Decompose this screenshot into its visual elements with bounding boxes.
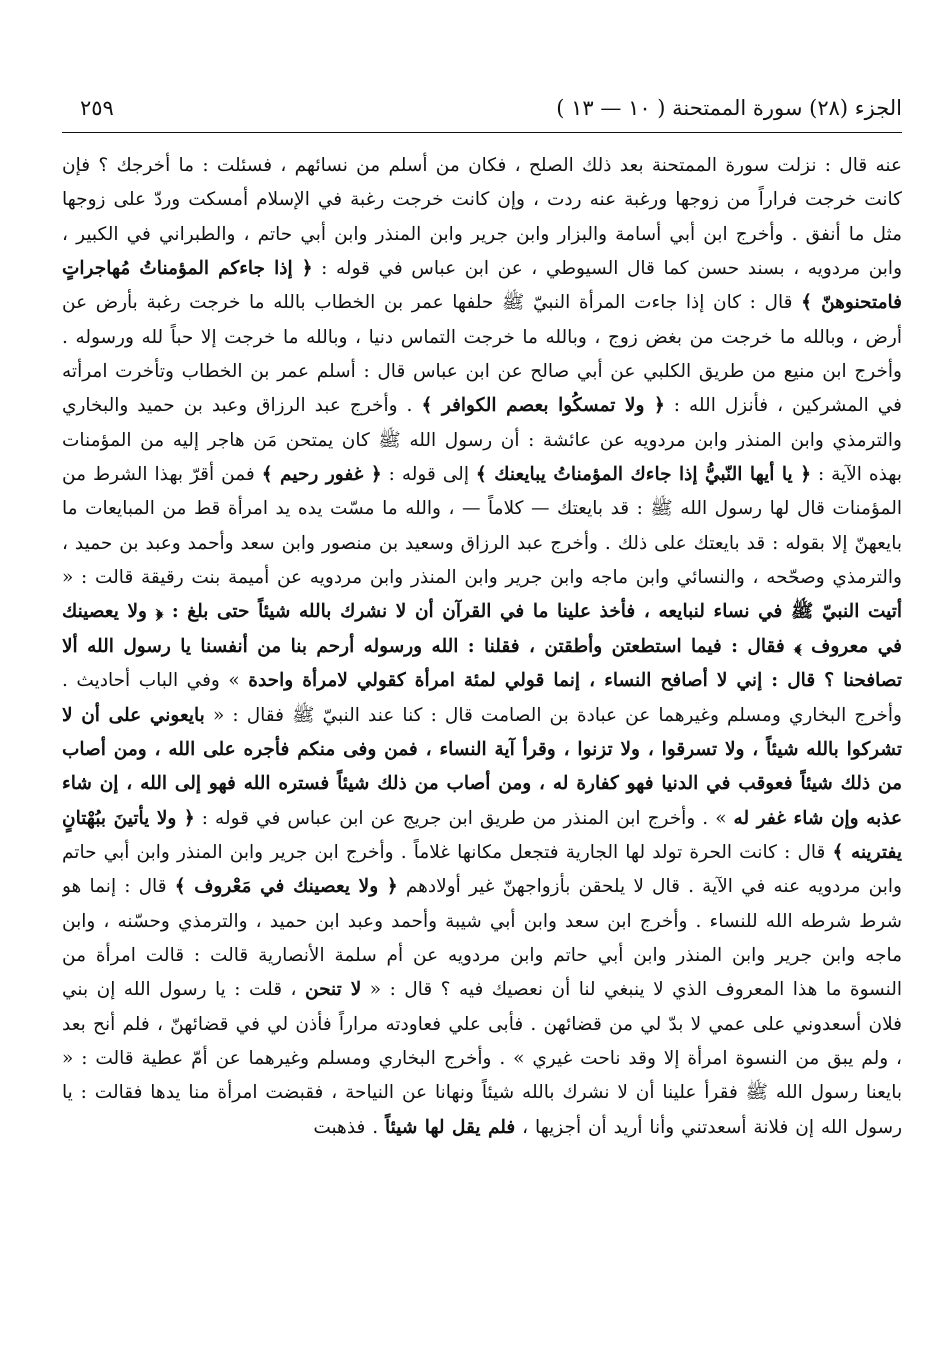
text-segment: . فذهبت [313,1116,386,1138]
text-segment: إلى قوله : [381,464,476,486]
hadith-quote: أتيت النبيّ ﷺ في نساء لنبايعه ، فأخذ علينا ما في القرآن أن لا نشرك بالله شيئاً حتى بلغ : ﴿ ولا يعصينك في معروف ﴾ فقال : فيما استطعتن وأطقتن ، فقلنا : الله ورسوله أرحم بنا من أنفسنا يا رسول الله ألا تصافحنا ؟ قال : إني لا أصافح النساء ، إنما قولي لمئة امرأة كقولي لامرأة واحدة [62,601,902,692]
quran-quote: ﴿ ولا تمسكُوا بعصم الكوافر ﴾ [421,395,665,417]
hadith-quote: فلم يقل لها شيئاً [385,1116,516,1138]
quran-quote: ﴿ غفور رحيم ﴾ [261,464,382,486]
book-page [62,92,902,1322]
text-segment: » . وأخرج ابن المنذر من طريق ابن جريج عن ابن عباس في قوله : [194,807,734,829]
body-text [62,133,902,1145]
running-header-title: الجزء (٢٨) سورة الممتحنة ( ١٠ — ١٣ ) [556,96,902,120]
text-segment: قال : إنما هو شرط شرطه الله للنساء . وأخرج ابن سعد وابن أبي شيبة وأحمد وعبد ابن حميد ، والترمذي وحسّنه ، وابن ماجه وابن جرير وابن المنذر وابن أبي حاتم وابن مردويه عن أم سلمة الأنصارية قالت : قالت امرأة من النسوة ما هذا المعروف الذي لا ينبغي لنا أن نعصيك فيه ؟ قال : « [62,876,902,1001]
hadith-quote: لا تنحن [304,979,362,1001]
text-segment: » وفي الباب أحاديث . وأخرج البخاري ومسلم وغيرهما عن عبادة بن الصامت قال : كنا عند النبيّ ﷺ فقال : « [62,670,902,726]
text-segment: فمن أقرّ بهذا الشرط من المؤمنات قال لها رسول الله ﷺ : قد بايعتك — كلاماً — ، والله ما مسّت يده يد امرأة قط من المبايعات ما بايعهنّ إلا بقوله : قد بايعتك على ذلك . وأخرج عبد الرزاق وسعيد بن منصور وابن سعد وأحمد وعبد بن حميد ، والترمذي وصحّحه ، والنسائي وابن ماجه وابن جرير وابن المنذر وابن مردويه عن أميمة بنت رقيقة قالت : « [62,464,902,589]
quran-quote: ﴿ ولا يعصينك في مَعْروف ﴾ [174,876,398,898]
running-header [62,92,902,133]
text-segment: . وأخرج عبد الرزاق وعبد بن حميد والبخاري والترمذي وابن المنذر وابن مردويه عن عائشة : أن رسول الله ﷺ كان يمتحن مَن هاجر إليه من المؤمنات بهذه الآية : [62,395,902,486]
quran-quote: ﴿ ولا يأتينَ ببُهْتانٍ يفترينه ﴾ [62,807,902,863]
text-segment: قال : كانت الحرة تولد لها الجارية فتجعل مكانها غلاماً . وأخرج ابن جرير وابن المنذر وابن أبي حاتم وابن مردويه عنه في الآية . قال لا يلحقن بأزواجهنّ غير أولادهم [62,841,902,898]
text-segment: ، قلت : يا رسول الله إن بني فلان أسعدوني على عمي لا بدّ لي من قضائهن . فأبى علي فعاودته مراراً فأذن لي في قضائهنّ ، فلم أنح بعد ، ولم يبق من النسوة امرأة إلا وقد ناحت غيري » . وأخرج البخاري ومسلم وغيرهما عن أمّ عطية قالت : « بايعنا رسول الله ﷺ فقرأ علينا أن لا نشرك بالله شيئاً ونهانا عن النياحة ، فقبضت امرأة منا يدها فقالت : يا رسول الله إن فلانة أسعدتني وأنا أريد أن أجزيها ، [62,979,902,1138]
quran-quote: ﴿ يا أيها النّبيُّ إذا جاءك المؤمناتُ يبايعنك ﴾ [475,464,812,486]
page-number: ٢٥٩ [80,96,114,120]
text-segment: عنه قال : نزلت سورة الممتحنة بعد ذلك الصلح ، فكان من أسلم من نسائهم ، فسئلت : ما أخرجك ؟ فإن كانت خرجت فراراً من زوجها ورغبة عنه ردت ، وإن كانت خرجت رغبة في الإسلام أمسكت وردّ على زوجها مثل ما أنفق . وأخرج ابن أبي أسامة والبزار وابن جرير وابن المنذر وابن أبي حاتم ، والطبراني في الكبير ، وابن مردويه ، بسند حسن كما قال السيوطي ، عن ابن عباس في قوله : [62,155,902,280]
quran-quote: ﴿ إذا جاءكم المؤمناتُ مُهاجراتٍ فامتحنوهنّ ﴾ [62,258,902,314]
text-segment: قال : كان إذا جاءت المرأة النبيّ ﷺ حلفها عمر بن الخطاب بالله ما خرجت رغبة بأرض عن أرض ، وبالله ما خرجت من بغض زوج ، وبالله ما خرجت التماس دنيا ، وبالله ما خرجت إلا حباً لله ورسوله . وأخرج ابن منيع من طريق الكلبي عن أبي صالح عن ابن عباس قال : أسلم عمر بن الخطاب وتأخرت امرأته في المشركين ، فأنزل الله : [62,292,902,417]
hadith-quote: بايعوني على أن لا تشركوا بالله شيئاً ، ولا تسرقوا ، ولا تزنوا ، وقرأ آية النساء ، فمن وفى منكم فأجره على الله ، ومن أصاب من ذلك شيئاً فعوقب في الدنيا فهو كفارة له ، ومن أصاب من ذلك شيئاً فستره الله فهو إلى الله ، إن شاء عذبه وإن شاء غفر له [62,704,902,829]
